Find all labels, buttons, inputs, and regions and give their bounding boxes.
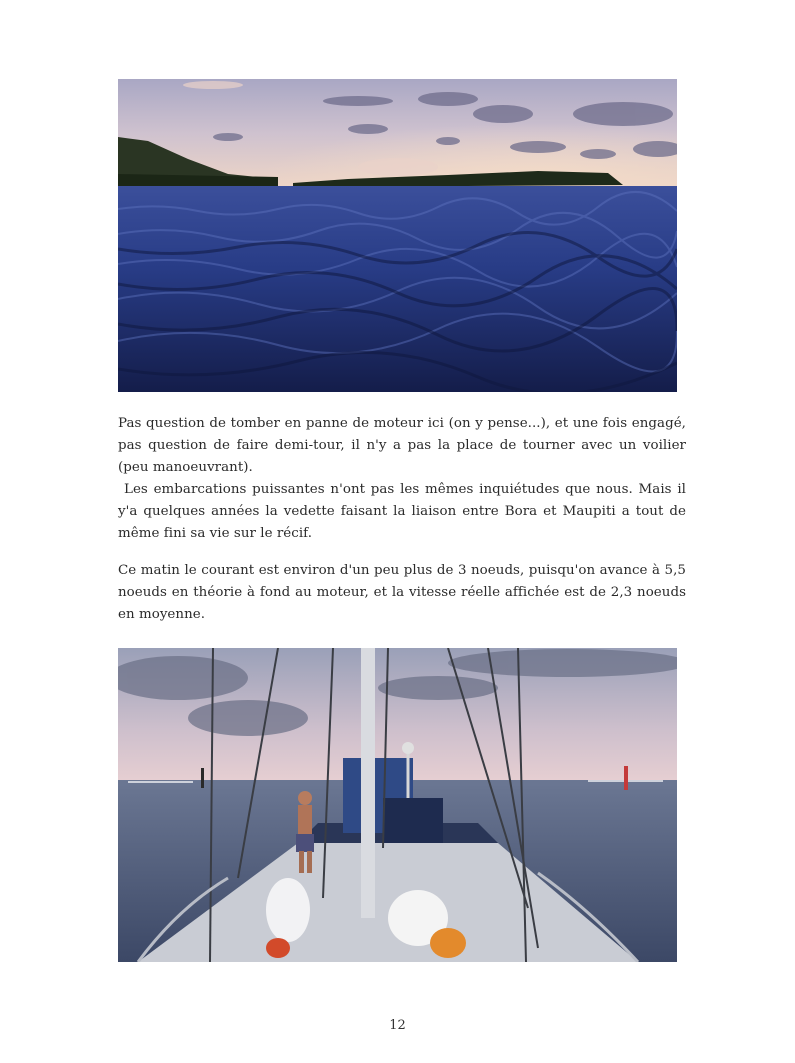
paragraph-2: Les embarcations puissantes n'ont pas les mêmes inquiétudes que nous. Mais il y'a quelques années la vedette faisant la liaison entre Bora et Maupiti a tout de même fini sa vie sur le récif. — [118, 482, 686, 541]
sailboat-bow-image — [118, 648, 677, 962]
photo-sailboat-bow — [118, 648, 677, 962]
photo-ocean-pass — [118, 79, 677, 392]
page-number: 12 — [389, 1018, 406, 1033]
paragraph-1: Pas question de tomber en panne de moteur ici (on y pense...), et une fois engagé, pas question de faire demi-tour, il n'y a pas la place de tourner avec un voilier (peu manoeuvrant). — [118, 416, 686, 475]
ocean-pass-image — [118, 79, 677, 392]
paragraph-3: Ce matin le courant est environ d'un peu plus de 3 noeuds, puisqu'on avance à 5,5 noeuds en théorie à fond au moteur, et la vitesse réelle affichée est de 2,3 noeuds en moyenne. — [118, 563, 686, 622]
